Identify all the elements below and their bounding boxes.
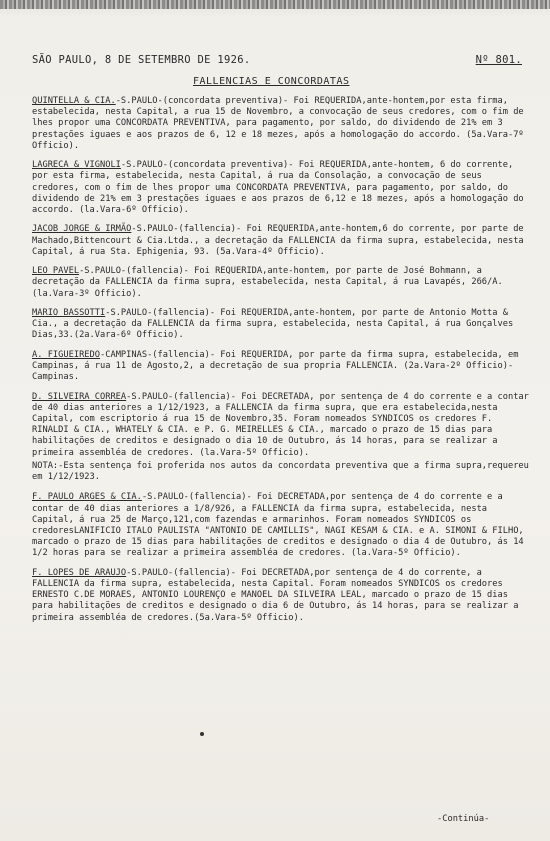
entry-lead: F. PAULO ARGES & CIA.: [32, 492, 142, 503]
entry-jacob-jorge: [32, 224, 532, 258]
entry-text: -S.PAULO-(concordata preventiva)- Foi REQUERIDA,ante-hontem,por esta firma, estabelecida, nesta Capital, a rua 15 de Novembro, a convocação de seus credores, com o fim de lhes propor uma CONCORDATA PREVENTIVA, para pagamento, por saldo, do dividendo de 21% em 3 prestações iguaes e aos prazos de 6, 12 e 18 mezes, após a homologação do accordo. (5a.Vara-7º Officio).: [32, 96, 524, 151]
date-line: SÃO PAULO, 8 DE SETEMBRO DE 1926.: [32, 54, 251, 66]
entry-text: -CAMPINAS-(fallencia)- Foi REQUERIDA, por parte da firma supra, estabelecida, em Campinas, á rua 11 de Agosto,2, a decretação de sua propria FALLENCIA. (2a.Vara-2º Officio)-Campinas.: [32, 349, 519, 383]
entry-mario-bassotti: [32, 308, 532, 342]
entry-lead: A. FIGUEIREDO: [32, 349, 100, 360]
document-number: Nº 801.: [475, 54, 522, 66]
document-body: [32, 96, 532, 632]
entry-lopes-de-araujo: [32, 568, 532, 624]
entry-leo-pavel: [32, 266, 532, 300]
ink-dot: [200, 732, 204, 736]
entry-lead: JACOB JORGE & IRMÃO: [32, 224, 132, 235]
entry-lead: D. SILVEIRA CORREA: [32, 391, 127, 402]
entry-text: -S.PAULO-(concordata preventiva)- Foi REQUERIDA,ante-hontem, 6 do corrente, por esta firma, estabelecida, nesta Capital, á rua da Consolação, a convocação de seus credores, com o fim de lhes propor uma CONCORDATA PREVENTIVA, para pagamento, por saldo, do dividendo de 21% em 3 prestações iguaes e aos prazos de 6,12 e 18 mezes, após a homologação do accordo. (la.Vara-6º Officio).: [32, 160, 524, 216]
entry-lead: LAGRECA & VIGNOLI: [32, 160, 121, 171]
entry-lead: QUINTELLA & CIA.: [32, 96, 116, 106]
entry-d-silveira-correa: [32, 392, 532, 459]
scan-edge-strip: [0, 0, 550, 9]
entry-lead: MARIO BASSOTTI: [32, 308, 106, 318]
entry-note: [32, 461, 532, 483]
entry-text: -S.PAULO-(fallencia)- Foi REQUERIDA,ante-hontem, por parte de José Bohmann, a decretação da FALLENCIA da firma supra, estabelecida, nesta Capital, á rua Lavapés, 266/A. (la.Vara-3º Officio).: [32, 266, 503, 299]
entry-quintella: [32, 96, 532, 152]
entry-text: -S.PAULO-(fallencia)- Foi DECRETADA,por sentença de 4 do corrente e a contar de 40 dias anteriores a 1/8/926, a FALLENCIA da firma supra, estabelecida, nesta Capital, á rua 25 de Março,121,com fazendas e armarinhos. Foram nomeados SYNDICOS os credoresLANIFICIO ITALO PAULISTA "ANTONIO DE CAMILLIS", NAGI KESAM & CIA. e A. SIMONI & FILHO, marcado o prazo de 15 dias para habilitações de creditos e designado o dia 4 de Outubro, ás 14 1/2 horas para se realizar a primeira assembléa de credores. (la.Vara-5º Officio).: [32, 492, 524, 559]
entry-text: -S.PAULO-(fallencia)- Foi REQUERIDA,ante-hontem,6 do corrente, por parte de Machado,Bittencourt & Cia.Ltda., a decretação da FALLENCIA da firma supra, estabelecida, nesta Capital, á rua Sta. Ephigenia, 93. (5a.Vara-4º Officio).: [32, 224, 524, 257]
section-title: FALLENCIAS E CONCORDATAS: [193, 76, 350, 87]
entry-a-figueiredo: [32, 350, 532, 384]
entry-text: -S.PAULO-(fallencia)- Foi REQUERIDA,ante-hontem, por parte de Antonio Motta & Cia., a decretação da FALLENCIA da firma supra, estabelecida, nesta Capital, á rua Gonçalves Dias,33.(2a.Vara-6º Officio).: [32, 308, 514, 341]
entry-paulo-arges: [32, 492, 532, 559]
document-header: [32, 54, 522, 66]
entry-lagreca: [32, 160, 532, 216]
note-text: NOTA:-Esta sentença foi proferida nos autos da concordata preventiva que a firma supra,requereu em 1/12/1923.: [32, 461, 529, 483]
entry-lead: F. LOPES DE ARAUJO: [32, 567, 127, 578]
entry-text: -S.PAULO-(fallencia)- Foi DECRETADA,por sentença de 4 do corrente, a FALLENCIA da firma supra, estabelecida, nesta Capital. Foram nomeados SYNDICOS os credores ERNESTO C.DE MORAES, ANTONIO LOURENÇO e MANOEL DA SILVEIRA LEAL, marcado o prazo de 15 dias para habilitações de creditos e designado o dia 6 de Outubro, ás 14 horas, para se realizar a primeira assembléa de credores.(5a.Vara-5º Officio).: [32, 567, 519, 623]
entry-text: -S.PAULO-(fallencia)- Foi DECRETADA, por sentença de 4 do corrente e a contar de 40 dias anteriores a 1/12/1923, a FALLENCIA da firma supra, que era estabelecida,nesta Capital, com escriptorio á rua 15 de Novembro,35. Foram nomeados SYNDICOS os credores F. RINALDI & CIA., WHATELY & CIA. e P. G. MEIRELLES & CIA., marcado o prazo de 15 dias para habilitações de creditos e designado o dia 10 de Outubro, ás 14 horas, para se realizar a primeira assembléa de credores. (la.Vara-5º Officio).: [32, 391, 529, 458]
continua-footer: -Continúa-: [437, 814, 490, 824]
entry-lead: LEO PAVEL: [32, 266, 80, 277]
